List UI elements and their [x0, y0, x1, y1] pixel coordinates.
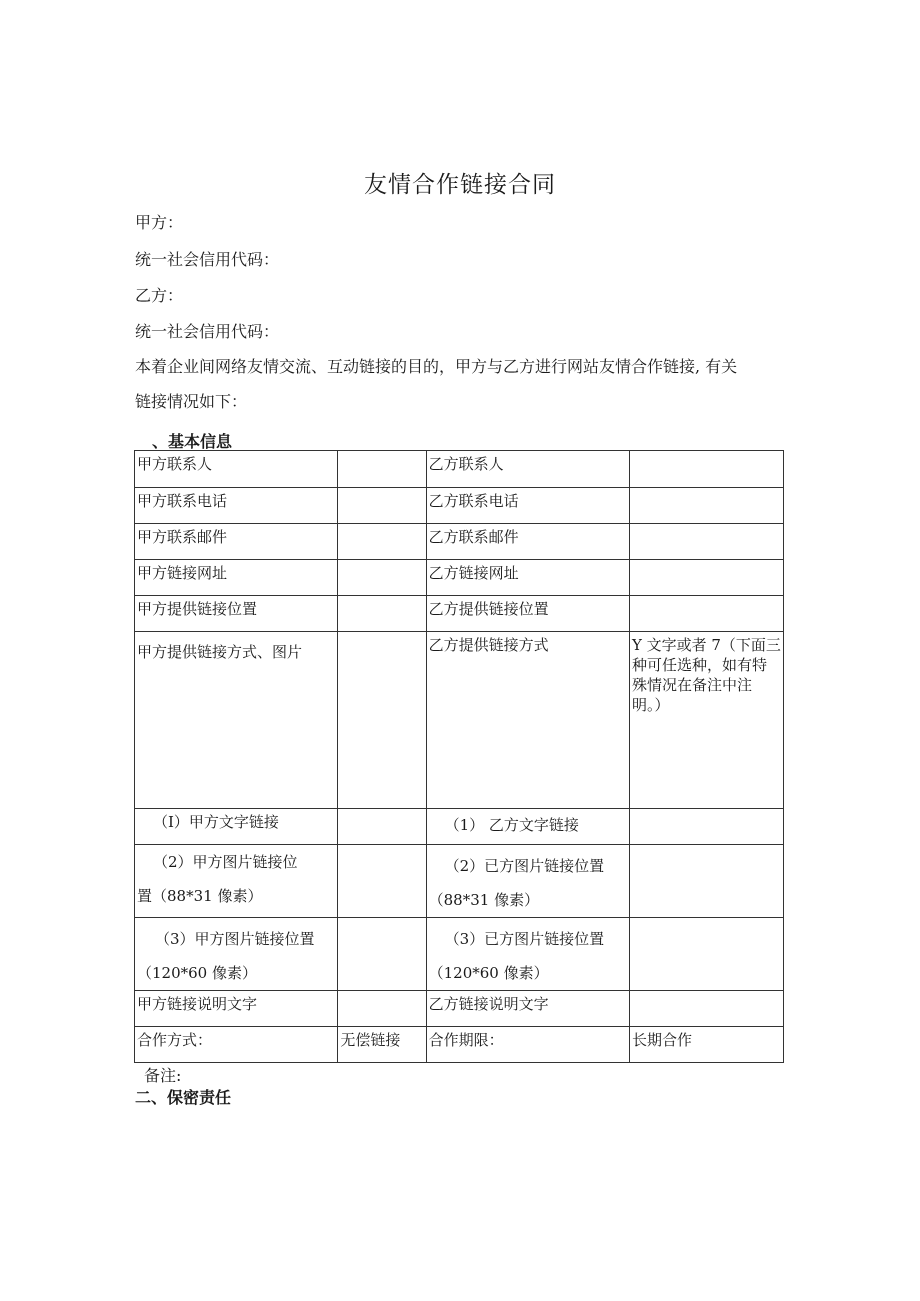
- party-b-contact-value: [629, 451, 783, 488]
- cooperation-mode-label: 合作方式：: [135, 1027, 338, 1063]
- basic-info-table: [134, 450, 784, 1063]
- party-a-phone-label: 甲方联系电话: [135, 488, 338, 524]
- party-b-phone-value: [629, 488, 783, 524]
- party-a-image-link-88-line-2: 置（88*31 像素）: [137, 887, 263, 905]
- party-b-link-position-label: 乙方提供链接位置: [426, 596, 629, 632]
- party-a-email-value: [338, 524, 426, 560]
- party-a-text-link-label: （I）甲方文字链接: [135, 809, 338, 845]
- party-a-link-method-label: 甲方提供链接方式、图片: [135, 632, 338, 809]
- party-a-link-description-label: 甲方链接说明文字: [135, 991, 338, 1027]
- party-b-link-description-value: [629, 991, 783, 1027]
- party-b-link-position-value: [629, 596, 783, 632]
- party-b-image-link-120-line-1: （3）已方图片链接位置: [444, 930, 605, 948]
- cooperation-term-label: 合作期限：: [426, 1027, 629, 1063]
- party-b-link-method-label: 乙方提供链接方式: [426, 632, 629, 809]
- party-a-label: 甲方：: [135, 213, 184, 232]
- party-a-url-value: [338, 560, 426, 596]
- party-b-text-link-label: （1） 乙方文字链接: [426, 809, 629, 845]
- party-a-email-label: 甲方联系邮件: [135, 524, 338, 560]
- party-a-image-link-88-value: [338, 845, 426, 918]
- party-b-credit-code-label: 统一社会信用代码：: [135, 322, 280, 341]
- party-a-image-link-120-value: [338, 918, 426, 991]
- party-b-url-value: [629, 560, 783, 596]
- party-a-image-link-120-label: [135, 918, 338, 991]
- party-b-image-link-88-label: [426, 845, 629, 918]
- table-row: [135, 451, 784, 488]
- party-b-image-link-120-value: [629, 918, 783, 991]
- party-b-label: 乙方：: [135, 286, 184, 305]
- party-a-image-link-120-line-2: （120*60 像素）: [137, 964, 257, 982]
- intro-paragraph-line-2: 链接情况如下：: [135, 392, 248, 411]
- party-a-link-position-label: 甲方提供链接位置: [135, 596, 338, 632]
- table-row: [135, 596, 784, 632]
- party-b-link-description-label: 乙方链接说明文字: [426, 991, 629, 1027]
- cooperation-term-value: 长期合作: [629, 1027, 783, 1063]
- party-b-contact-label: 乙方联系人: [426, 451, 629, 488]
- table-row: [135, 560, 784, 596]
- party-b-image-link-88-line-1: （2）已方图片链接位置: [444, 857, 605, 875]
- section-basic-info-heading: 、基本信息: [152, 432, 233, 451]
- link-method-note: Y 文字或者 7（下面三种可任选种，如有特殊情况在备注中注明。）: [629, 632, 783, 809]
- party-a-image-link-88-line-1: （2）甲方图片链接位: [153, 853, 298, 871]
- party-b-text-link-value: [629, 809, 783, 845]
- table-row: [135, 524, 784, 560]
- party-a-link-method-value: [338, 632, 426, 809]
- remark-label: 备注:: [144, 1066, 182, 1085]
- party-b-email-value: [629, 524, 783, 560]
- table-row: [135, 1027, 784, 1063]
- table-row: [135, 488, 784, 524]
- section-confidentiality-heading: 二、保密责任: [135, 1088, 232, 1107]
- intro-paragraph-line-1: 本着企业间网络友情交流、互动链接的目的，甲方与乙方进行网站友情合作链接, 有关: [135, 357, 738, 376]
- party-a-image-link-88-label: [135, 845, 338, 918]
- party-a-text-link-value: [338, 809, 426, 845]
- party-a-credit-code-label: 统一社会信用代码：: [135, 250, 280, 269]
- table-row: [135, 991, 784, 1027]
- party-a-link-position-value: [338, 596, 426, 632]
- party-a-contact-value: [338, 451, 426, 488]
- party-b-phone-label: 乙方联系电话: [426, 488, 629, 524]
- cooperation-mode-value: 无偿链接: [338, 1027, 426, 1063]
- party-a-url-label: 甲方链接网址: [135, 560, 338, 596]
- party-a-contact-label: 甲方联系人: [135, 451, 338, 488]
- party-a-link-description-value: [338, 991, 426, 1027]
- party-b-image-link-120-line-2: （120*60 像素）: [428, 964, 549, 982]
- party-b-image-link-120-label: [426, 918, 629, 991]
- party-b-image-link-88-value: [629, 845, 783, 918]
- table-row: [135, 918, 784, 991]
- table-row: [135, 845, 784, 918]
- party-b-image-link-88-line-2: （88*31 像素）: [428, 891, 540, 909]
- party-a-image-link-120-line-1: （3）甲方图片链接位置: [155, 930, 315, 948]
- document-title: 友情合作链接合同: [364, 172, 556, 198]
- table-row: [135, 809, 784, 845]
- party-a-phone-value: [338, 488, 426, 524]
- table-row: [135, 632, 784, 809]
- party-b-url-label: 乙方链接网址: [426, 560, 629, 596]
- party-b-email-label: 乙方联系邮件: [426, 524, 629, 560]
